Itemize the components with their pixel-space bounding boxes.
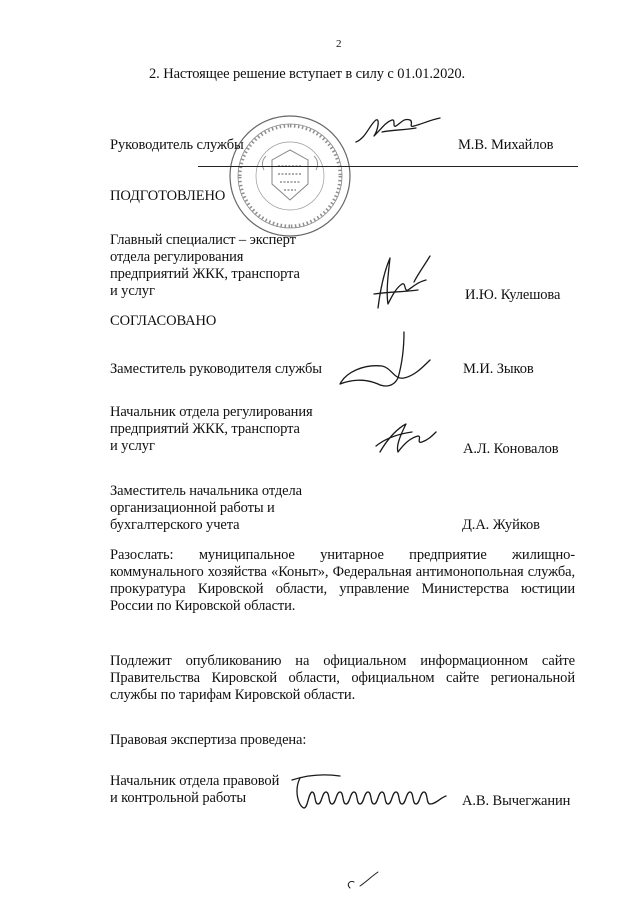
distribution-text: Разослать: муниципальное унитарное предприятие жилищно-коммунального хозяйства «Коныт», Федеральная антимонопольная служба, прокуратура Кировской области, управление Министерства юстиции России по Кировской области. <box>110 547 575 614</box>
head-position: Руководитель службы <box>110 137 244 153</box>
prepared-position-line: Главный специалист – эксперт <box>110 232 296 248</box>
prepared-position-line: и услуг <box>110 283 155 299</box>
agreed-signer-2-position: Начальник отдела регулирования <box>110 404 313 420</box>
agreed-signer-2-name: А.Л. Коновалов <box>463 441 559 457</box>
prepared-heading: ПОДГОТОВЛЕНО <box>110 188 226 204</box>
legal-name: А.В. Вычегжанин <box>462 793 571 809</box>
agreed-signer-3-position: бухгалтерского учета <box>110 517 240 533</box>
agreed-signer-3-name: Д.А. Жуйков <box>462 517 540 533</box>
clause-2-text: 2. Настоящее решение вступает в силу с 01.01.2020. <box>149 66 466 82</box>
agreed-signer-2-signature <box>372 418 438 460</box>
head-name: М.В. Михайлов <box>458 137 554 153</box>
page-number: 2 <box>336 38 342 50</box>
agreed-signer-1-signature <box>334 328 434 390</box>
agreed-signer-1-position: Заместитель руководителя службы <box>110 361 322 377</box>
prepared-signature <box>368 252 438 312</box>
legal-signature <box>290 770 450 814</box>
agreed-signer-2-position: и услуг <box>110 438 155 454</box>
agreed-signer-3-position: Заместитель начальника отдела <box>110 483 302 499</box>
legal-position-line: и контрольной работы <box>110 790 246 806</box>
prepared-position-line: отдела регулирования <box>110 249 244 265</box>
bottom-mark <box>342 870 382 892</box>
separator-line <box>198 166 578 167</box>
agreed-heading: СОГЛАСОВАНО <box>110 313 217 329</box>
agreed-signer-3-position: организационной работы и <box>110 500 275 516</box>
agreed-signer-2-position: предприятий ЖКК, транспорта <box>110 421 300 437</box>
legal-review-text: Правовая экспертиза проведена: <box>110 732 307 748</box>
legal-position-line: Начальник отдела правовой <box>110 773 280 789</box>
official-seal-stamp <box>226 112 354 240</box>
head-signature <box>352 112 444 148</box>
publication-text: Подлежит опубликованию на официальном информационном сайте Правительства Кировской области, официальном сайте региональной службы по тарифам Кировской области. <box>110 653 575 703</box>
prepared-name: И.Ю. Кулешова <box>465 287 561 303</box>
prepared-position-line: предприятий ЖКК, транспорта <box>110 266 300 282</box>
agreed-signer-1-name: М.И. Зыков <box>463 361 534 377</box>
